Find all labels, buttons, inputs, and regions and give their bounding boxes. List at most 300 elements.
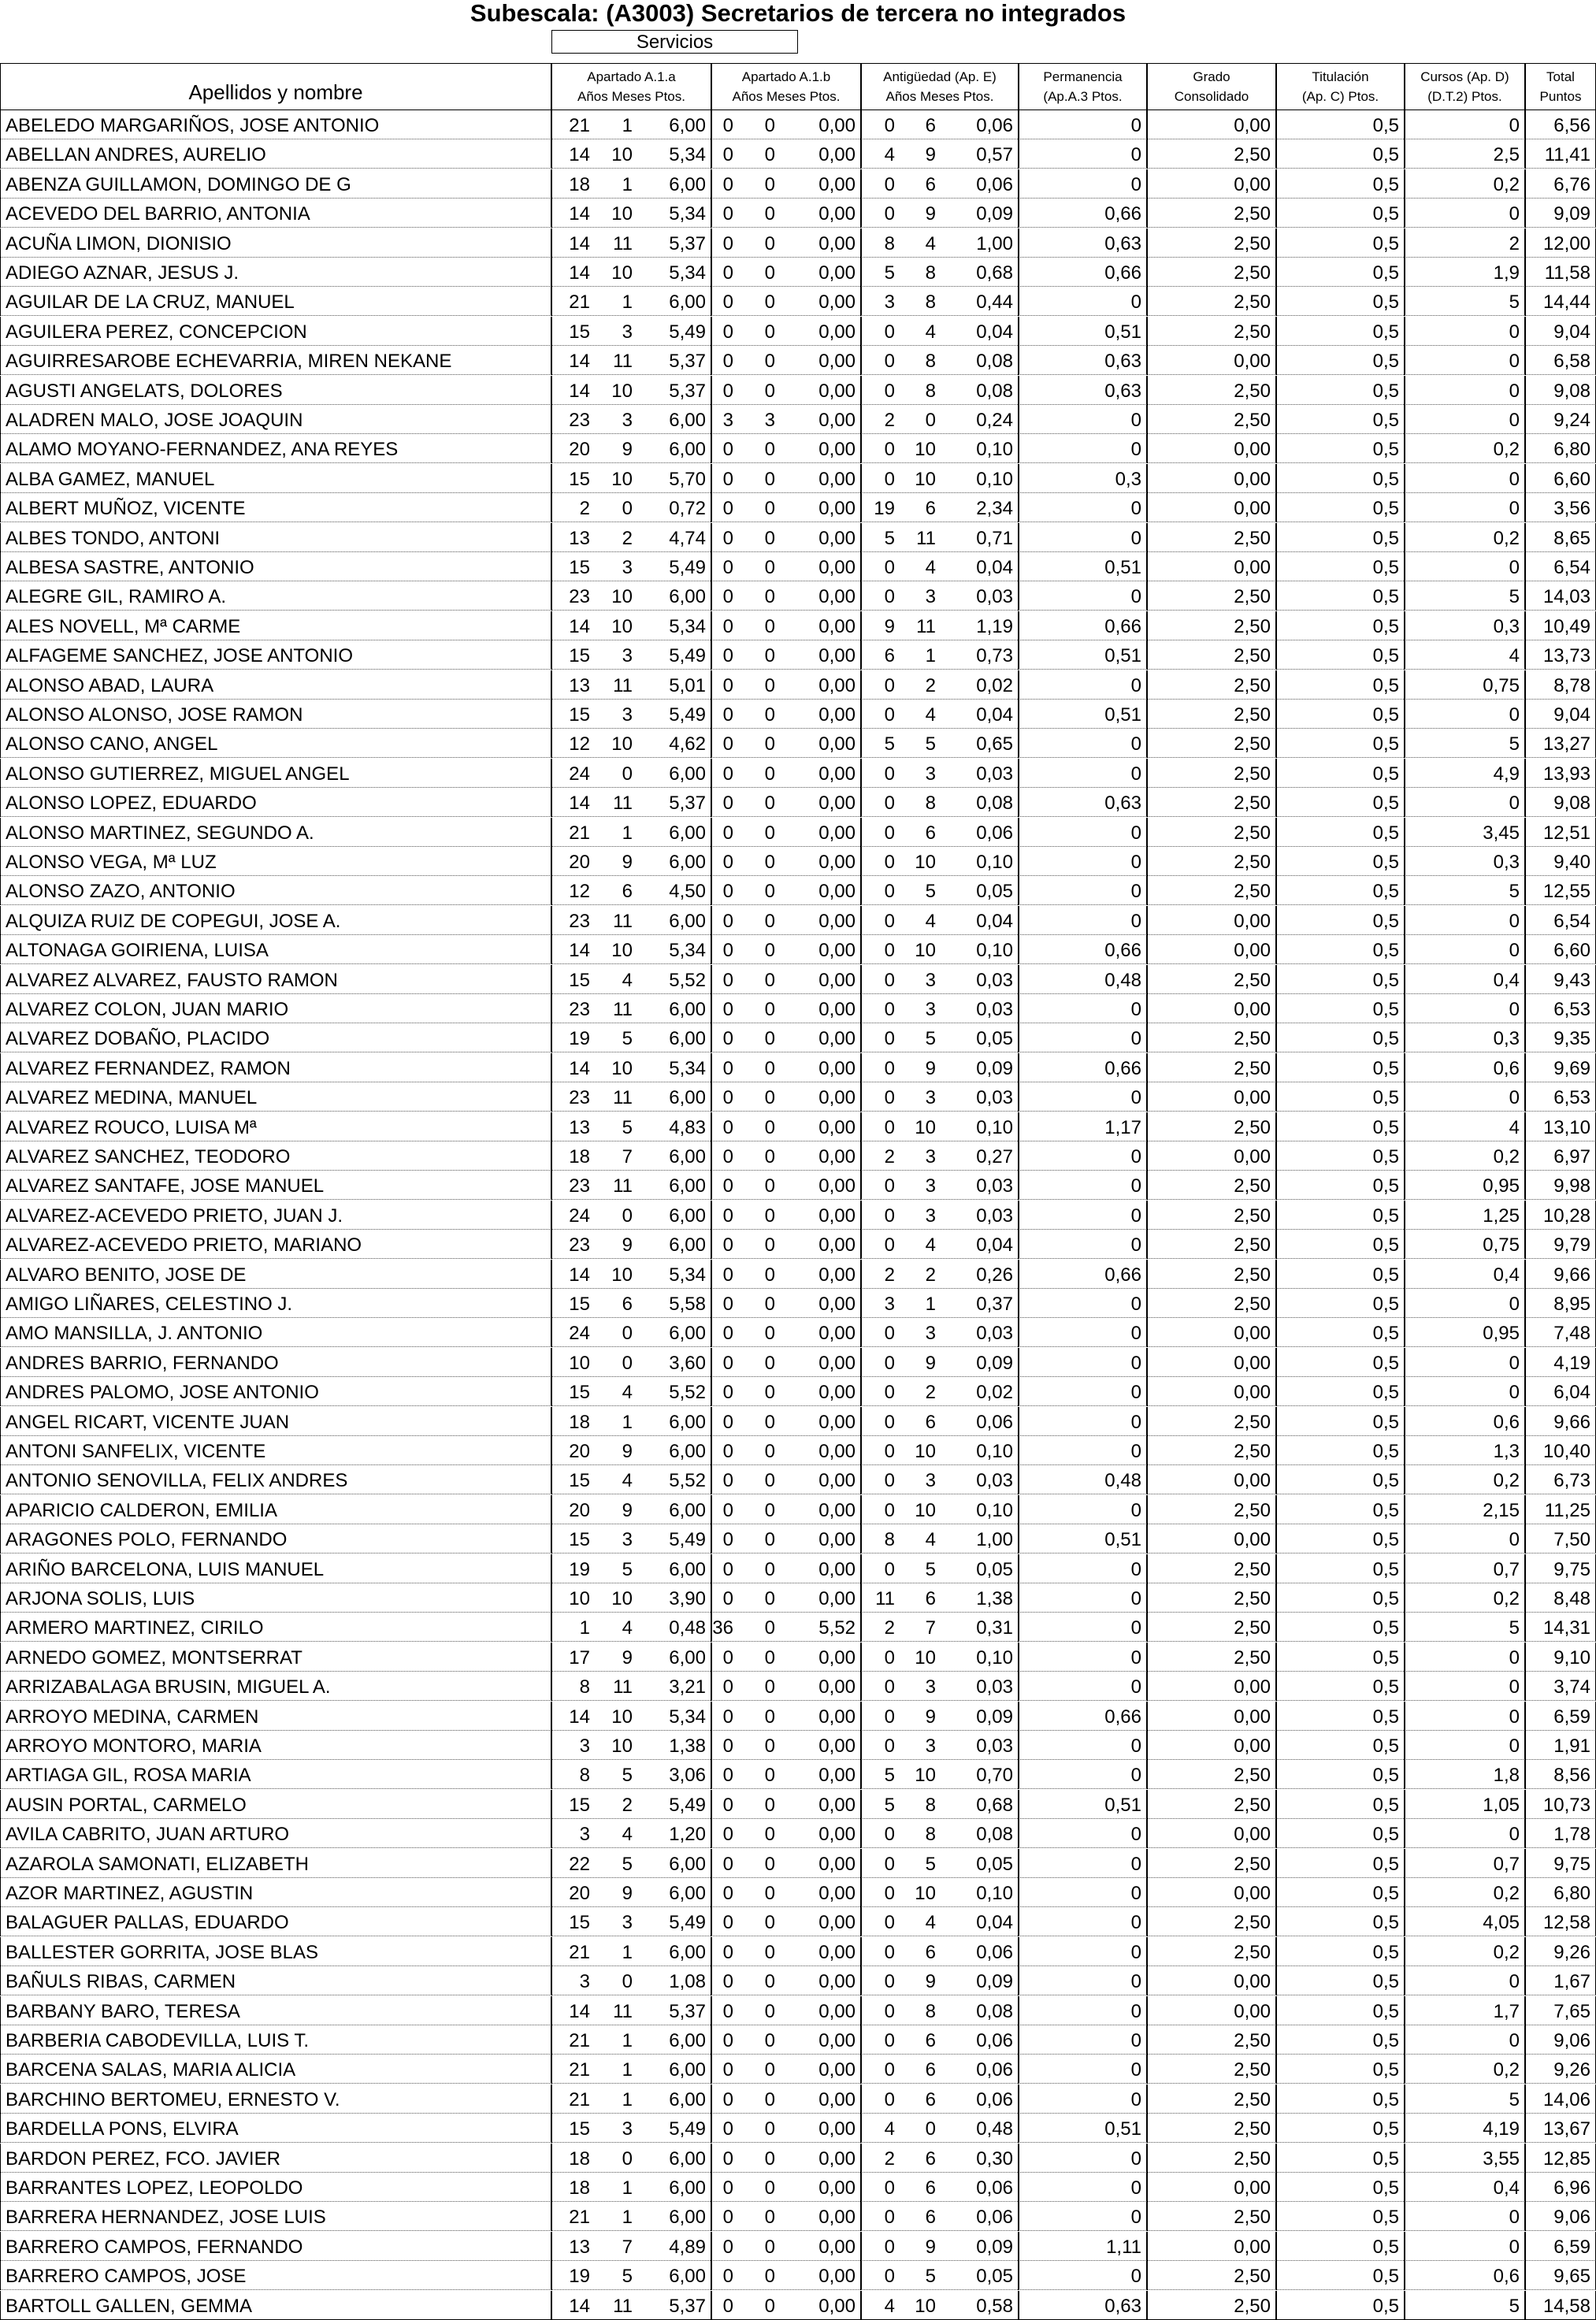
table-row: [0, 1937, 1596, 1966]
cell-perm-points: 0: [1019, 1819, 1147, 1848]
cell-perm-points: 0: [1019, 1937, 1147, 1966]
cell-a1a-years: 14: [551, 611, 595, 640]
cell-ant-points: 0,10: [941, 935, 1019, 964]
cell-ant-months: 9: [925, 203, 936, 225]
cell-name: ALVAREZ-ACEVEDO PRIETO, MARIANO: [0, 1230, 551, 1259]
cell-tit-points: 0,5: [1276, 1613, 1405, 1642]
header-perm: [1019, 63, 1147, 110]
table-row: [0, 1731, 1596, 1760]
cell-ant-years: 0: [861, 935, 900, 964]
cell-ant-points: 0,09: [941, 1702, 1019, 1731]
cell-a1b-years: 0: [711, 581, 738, 611]
cell-a1a-months: 11: [613, 793, 633, 815]
cell-perm-points: 0: [1019, 670, 1147, 700]
cell-perm-points: 0: [1019, 906, 1147, 935]
cell-perm-points: 0,51: [1019, 552, 1147, 581]
cell-a1a-months: 11: [613, 1087, 633, 1109]
cell-ant-months: 10: [915, 468, 936, 490]
cell-a1a-months: 10: [611, 1735, 633, 1757]
cell-ant-years: 0: [861, 1672, 900, 1701]
table-row: [0, 700, 1596, 729]
cell-grado-points: 2,50: [1147, 2291, 1276, 2320]
cell-a1a-years: 23: [551, 906, 595, 935]
cell-grado-points: 2,50: [1147, 1643, 1276, 1672]
cell-a1b-points: 0,00: [780, 994, 861, 1023]
cell-a1a-years: 8: [551, 1760, 595, 1789]
cell-name: ARRIZABALAGA BRUSIN, MIGUEL A.: [0, 1672, 551, 1701]
header-tit-line-2: (Ap. C) Ptos.: [1301, 89, 1379, 104]
cell-tit-points: 0,5: [1276, 1996, 1405, 2025]
cell-a1a-points: 5,37: [637, 2291, 711, 2320]
cell-tit-points: 0,5: [1276, 493, 1405, 522]
cell-ant-points: 0,10: [941, 1643, 1019, 1672]
cell-ant-points: 0,44: [941, 287, 1019, 316]
cell-a1a-points: 6,00: [637, 2025, 711, 2055]
table-row: [0, 1966, 1596, 1995]
cell-a1a-months: 3: [622, 1912, 633, 1934]
servicios-group-header: Servicios: [551, 30, 798, 54]
cell-ant-points: 0,03: [941, 581, 1019, 611]
cell-total-points: 12,55: [1525, 876, 1596, 905]
cell-ant-months: 3: [925, 969, 936, 991]
cell-a1b-months: 0: [764, 1441, 775, 1462]
cell-a1b-points: 0,00: [780, 2144, 861, 2173]
cell-ant-months: 6: [925, 498, 936, 520]
cell-a1b-months: 0: [764, 468, 775, 490]
cell-a1a-years: 19: [551, 2261, 595, 2290]
cell-a1b-years: 0: [711, 464, 738, 493]
cell-a1a-months: 11: [613, 232, 633, 254]
cell-a1a-years: 14: [551, 1260, 595, 1289]
cell-ant-months: 9: [925, 2236, 936, 2258]
cell-a1b-years: 0: [711, 670, 738, 700]
cell-a1a-years: 14: [551, 1996, 595, 2025]
cell-ant-points: 0,06: [941, 2025, 1019, 2055]
cell-name: ACEVEDO DEL BARRIO, ANTONIA: [0, 199, 551, 228]
cell-ant-points: 0,03: [941, 1672, 1019, 1701]
cell-a1a-years: 24: [551, 1318, 595, 1347]
cell-tit-points: 0,5: [1276, 1465, 1405, 1494]
cell-tit-points: 0,5: [1276, 2202, 1405, 2231]
cell-tit-points: 0,5: [1276, 729, 1405, 758]
cell-a1b-years: 0: [711, 2261, 738, 2290]
cell-a1b-years: 0: [711, 1465, 738, 1494]
cell-cursos-points: 0,2: [1405, 1878, 1525, 1907]
cell-ant-years: 9: [861, 611, 900, 640]
table-row: [0, 759, 1596, 788]
cell-perm-points: 0,3: [1019, 464, 1147, 493]
cell-grado-points: 0,00: [1147, 493, 1276, 522]
cell-a1b-points: 0,00: [780, 729, 861, 758]
cell-ant-years: 0: [861, 1702, 900, 1731]
cell-ant-years: 2: [861, 1141, 900, 1171]
cell-cursos-points: 4,05: [1405, 1907, 1525, 1936]
cell-a1b-years: 0: [711, 1112, 738, 1141]
cell-grado-points: 2,50: [1147, 1583, 1276, 1613]
cell-a1b-years: 0: [711, 2291, 738, 2320]
cell-ant-points: 0,04: [941, 1907, 1019, 1936]
table-row: [0, 611, 1596, 640]
cell-grado-points: 0,00: [1147, 464, 1276, 493]
cell-perm-points: 0,51: [1019, 1524, 1147, 1553]
cell-ant-points: 0,68: [941, 258, 1019, 287]
cell-a1a-months: 0: [622, 498, 633, 520]
cell-ant-months: 5: [925, 1558, 936, 1580]
cell-ant-points: 0,03: [941, 965, 1019, 994]
cell-ant-years: 11: [861, 1583, 900, 1613]
cell-ant-years: 5: [861, 1790, 900, 1819]
cell-a1b-months: 0: [764, 1529, 775, 1551]
cell-perm-points: 0: [1019, 729, 1147, 758]
cell-total-points: 14,06: [1525, 2084, 1596, 2114]
cell-ant-points: 0,09: [941, 1053, 1019, 1082]
cell-ant-months: 10: [915, 1765, 936, 1787]
cell-total-points: 14,58: [1525, 2291, 1596, 2320]
cell-name: AGUILERA PEREZ, CONCEPCION: [0, 317, 551, 346]
cell-total-points: 7,48: [1525, 1318, 1596, 1347]
cell-a1a-points: 6,00: [637, 1554, 711, 1583]
cell-perm-points: 0: [1019, 434, 1147, 463]
cell-a1b-months: 0: [764, 793, 775, 815]
cell-ant-years: 0: [861, 110, 900, 139]
table-row: [0, 2261, 1596, 2290]
cell-perm-points: 1,11: [1019, 2232, 1147, 2261]
cell-a1a-months: 3: [622, 1529, 633, 1551]
cell-a1a-points: 5,49: [637, 1790, 711, 1819]
cell-ant-months: 3: [925, 1470, 936, 1492]
cell-ant-points: 0,10: [941, 464, 1019, 493]
cell-ant-points: 0,73: [941, 640, 1019, 670]
cell-a1a-months: 5: [622, 1028, 633, 1050]
cell-a1a-months: 1: [622, 1941, 633, 1963]
table-row: [0, 1702, 1596, 1731]
cell-a1b-years: 0: [711, 1731, 738, 1760]
cell-ant-months: 3: [925, 1205, 936, 1227]
cell-a1a-points: 6,00: [637, 1849, 711, 1878]
cell-cursos-points: 5: [1405, 1613, 1525, 1642]
table-row: [0, 523, 1596, 552]
cell-name: AZAROLA SAMONATI, ELIZABETH: [0, 1849, 551, 1878]
cell-cursos-points: 0: [1405, 935, 1525, 964]
cell-a1b-years: 0: [711, 1171, 738, 1200]
cell-a1a-months: 1: [622, 2088, 633, 2110]
cell-a1b-points: 0,00: [780, 493, 861, 522]
table-row: [0, 110, 1596, 139]
cell-a1b-months: 0: [764, 1853, 775, 1875]
cell-a1a-points: 1,20: [637, 1819, 711, 1848]
cell-perm-points: 0: [1019, 1407, 1147, 1436]
cell-ant-months: 11: [916, 527, 936, 549]
cell-grado-points: 2,50: [1147, 729, 1276, 758]
cell-name: AZOR MARTINEZ, AGUSTIN: [0, 1878, 551, 1907]
cell-ant-points: 0,10: [941, 1495, 1019, 1524]
header-perm-line-2: (Ap.A.3 Ptos.: [1043, 89, 1123, 104]
cell-grado-points: 0,00: [1147, 169, 1276, 199]
cell-grado-points: 2,50: [1147, 287, 1276, 316]
cell-a1a-months: 0: [622, 1352, 633, 1374]
cell-ant-points: 0,05: [941, 876, 1019, 905]
cell-a1b-points: 0,00: [780, 1583, 861, 1613]
cell-ant-points: 0,58: [941, 2291, 1019, 2320]
cell-a1a-years: 15: [551, 464, 595, 493]
cell-a1a-months: 3: [622, 321, 633, 343]
cell-ant-months: 3: [925, 1175, 936, 1197]
cell-ant-years: 0: [861, 2025, 900, 2055]
cell-cursos-points: 0: [1405, 376, 1525, 405]
cell-ant-points: 0,06: [941, 1407, 1019, 1436]
cell-tit-points: 0,5: [1276, 169, 1405, 199]
cell-cursos-points: 0,3: [1405, 847, 1525, 876]
cell-tit-points: 0,5: [1276, 2084, 1405, 2114]
cell-a1a-points: 3,60: [637, 1348, 711, 1377]
cell-perm-points: 0,66: [1019, 1702, 1147, 1731]
cell-name: ALQUIZA RUIZ DE COPEGUI, JOSE A.: [0, 906, 551, 935]
table-row: [0, 847, 1596, 876]
cell-ant-months: 5: [925, 733, 936, 755]
cell-a1a-points: 5,58: [637, 1289, 711, 1318]
cell-a1a-points: 1,08: [637, 1966, 711, 1995]
cell-a1b-points: 0,00: [780, 139, 861, 169]
table-row: [0, 1819, 1596, 1848]
cell-a1b-months: 0: [764, 203, 775, 225]
cell-tit-points: 0,5: [1276, 640, 1405, 670]
cell-total-points: 9,79: [1525, 1230, 1596, 1259]
cell-tit-points: 0,5: [1276, 139, 1405, 169]
cell-a1b-points: 0,00: [780, 818, 861, 847]
cell-ant-years: 0: [861, 2202, 900, 2231]
cell-a1b-points: 0,00: [780, 1112, 861, 1141]
cell-tit-points: 0,5: [1276, 434, 1405, 463]
cell-total-points: 3,74: [1525, 1672, 1596, 1701]
cell-perm-points: 0: [1019, 2055, 1147, 2084]
cell-a1a-points: 5,70: [637, 464, 711, 493]
cell-ant-years: 8: [861, 228, 900, 258]
cell-a1b-years: 0: [711, 1436, 738, 1465]
cell-a1b-months: 0: [764, 2088, 775, 2110]
cell-cursos-points: 0,95: [1405, 1318, 1525, 1347]
cell-total-points: 9,24: [1525, 405, 1596, 434]
cell-a1a-years: 10: [551, 1348, 595, 1377]
cell-a1b-months: 0: [764, 2059, 775, 2081]
cell-ant-points: 0,27: [941, 1141, 1019, 1171]
table-row: [0, 1495, 1596, 1524]
table-row: [0, 405, 1596, 434]
cell-grado-points: 0,00: [1147, 1996, 1276, 2025]
cell-ant-years: 0: [861, 818, 900, 847]
cell-a1a-years: 21: [551, 2025, 595, 2055]
header-ant-line-2: Años Meses Ptos.: [885, 89, 994, 104]
table-row: [0, 670, 1596, 700]
header-grado: [1147, 63, 1276, 110]
cell-a1b-points: 0,00: [780, 2173, 861, 2202]
cell-cursos-points: 0: [1405, 788, 1525, 817]
cell-name: ANDRES BARRIO, FERNANDO: [0, 1348, 551, 1377]
cell-a1a-years: 23: [551, 994, 595, 1023]
cell-name: ALVAREZ FERNANDEZ, RAMON: [0, 1053, 551, 1082]
cell-cursos-points: 0,3: [1405, 611, 1525, 640]
cell-a1a-points: 0,72: [637, 493, 711, 522]
cell-total-points: 9,04: [1525, 700, 1596, 729]
cell-perm-points: 0,51: [1019, 2114, 1147, 2143]
cell-ant-months: 9: [925, 1971, 936, 1993]
cell-ant-months: 9: [925, 144, 936, 166]
cell-ant-months: 9: [925, 1706, 936, 1728]
cell-ant-years: 6: [861, 640, 900, 670]
cell-grado-points: 2,50: [1147, 2144, 1276, 2173]
table-row: [0, 287, 1596, 316]
cell-grado-points: 2,50: [1147, 847, 1276, 876]
cell-tit-points: 0,5: [1276, 1583, 1405, 1613]
cell-a1b-years: 0: [711, 2232, 738, 2261]
cell-name: ALVAREZ SANTAFE, JOSE MANUEL: [0, 1171, 551, 1200]
cell-tit-points: 0,5: [1276, 611, 1405, 640]
cell-a1a-months: 11: [613, 999, 633, 1020]
cell-name: ALONSO ALONSO, JOSE RAMON: [0, 700, 551, 729]
cell-cursos-points: 0,2: [1405, 169, 1525, 199]
table-row: [0, 434, 1596, 463]
cell-a1b-months: 0: [764, 881, 775, 903]
cell-tit-points: 0,5: [1276, 759, 1405, 788]
cell-a1b-points: 0,00: [780, 1436, 861, 1465]
cell-total-points: 9,75: [1525, 1849, 1596, 1878]
cell-a1b-years: 0: [711, 1260, 738, 1289]
cell-a1a-years: 21: [551, 110, 595, 139]
cell-a1b-points: 0,00: [780, 258, 861, 287]
cell-a1a-years: 15: [551, 1524, 595, 1553]
cell-ant-months: 0: [925, 2118, 936, 2140]
cell-a1a-months: 10: [611, 1264, 633, 1286]
cell-total-points: 9,40: [1525, 847, 1596, 876]
cell-ant-years: 0: [861, 552, 900, 581]
table-row: [0, 1643, 1596, 1672]
cell-name: ALONSO VEGA, Mª LUZ: [0, 847, 551, 876]
cell-ant-years: 0: [861, 1318, 900, 1347]
table-row: [0, 1436, 1596, 1465]
cell-tit-points: 0,5: [1276, 581, 1405, 611]
header-a1a-line-1: Apartado A.1.a: [587, 69, 676, 84]
cell-a1b-years: 0: [711, 2114, 738, 2143]
cell-a1b-points: 0,00: [780, 2025, 861, 2055]
cell-cursos-points: 0: [1405, 1524, 1525, 1553]
cell-a1b-points: 0,00: [780, 935, 861, 964]
cell-ant-points: 0,03: [941, 1465, 1019, 1494]
cell-cursos-points: 0,4: [1405, 965, 1525, 994]
cell-grado-points: 0,00: [1147, 1318, 1276, 1347]
cell-perm-points: 0,51: [1019, 700, 1147, 729]
cell-ant-years: 4: [861, 139, 900, 169]
table-row: [0, 994, 1596, 1023]
cell-a1a-points: 6,00: [637, 1495, 711, 1524]
cell-a1b-years: 0: [711, 1643, 738, 1672]
cell-a1a-years: 21: [551, 2202, 595, 2231]
cell-total-points: 6,80: [1525, 1878, 1596, 1907]
cell-a1b-points: 0,00: [780, 169, 861, 199]
cell-a1a-months: 6: [622, 1294, 633, 1315]
cell-a1b-years: 0: [711, 788, 738, 817]
cell-a1b-years: 0: [711, 1790, 738, 1819]
cell-tit-points: 0,5: [1276, 199, 1405, 228]
cell-name: ARROYO MEDINA, CARMEN: [0, 1702, 551, 1731]
cell-grado-points: 0,00: [1147, 1348, 1276, 1377]
cell-a1a-months: 9: [622, 852, 633, 873]
cell-cursos-points: 0: [1405, 1731, 1525, 1760]
table-row: [0, 1465, 1596, 1494]
cell-ant-years: 0: [861, 1082, 900, 1112]
cell-a1a-years: 14: [551, 346, 595, 375]
cell-cursos-points: 0,75: [1405, 1230, 1525, 1259]
cell-tit-points: 0,5: [1276, 464, 1405, 493]
cell-ant-points: 0,08: [941, 1819, 1019, 1848]
cell-a1a-months: 5: [622, 2266, 633, 2288]
cell-a1b-months: 3: [764, 410, 775, 431]
header-a1b: [711, 63, 861, 110]
cell-a1b-years: 0: [711, 1819, 738, 1848]
table-row: [0, 1201, 1596, 1230]
cell-name: BARDON PEREZ, FCO. JAVIER: [0, 2144, 551, 2173]
cell-tit-points: 0,5: [1276, 228, 1405, 258]
cell-perm-points: 0: [1019, 1318, 1147, 1347]
cell-a1b-points: 0,00: [780, 1053, 861, 1082]
cell-perm-points: 0: [1019, 1672, 1147, 1701]
cell-a1b-years: 0: [711, 1201, 738, 1230]
cell-tit-points: 0,5: [1276, 346, 1405, 375]
cell-tit-points: 0,5: [1276, 317, 1405, 346]
cell-perm-points: 0,63: [1019, 788, 1147, 817]
cell-cursos-points: 0,2: [1405, 1465, 1525, 1494]
cell-a1b-months: 0: [764, 1175, 775, 1197]
cell-ant-years: 3: [861, 1289, 900, 1318]
cell-a1a-months: 5: [622, 1558, 633, 1580]
cell-tit-points: 0,5: [1276, 1524, 1405, 1553]
cell-perm-points: 0: [1019, 110, 1147, 139]
cell-name: ALEGRE GIL, RAMIRO A.: [0, 581, 551, 611]
cell-a1a-months: 1: [622, 2030, 633, 2051]
cell-ant-years: 0: [861, 199, 900, 228]
cell-a1a-months: 3: [622, 410, 633, 431]
cell-ant-months: 6: [925, 1941, 936, 1963]
cell-a1a-months: 9: [622, 1234, 633, 1257]
cell-tit-points: 0,5: [1276, 523, 1405, 552]
cell-ant-years: 0: [861, 317, 900, 346]
cell-grado-points: 0,00: [1147, 994, 1276, 1023]
cell-ant-years: 5: [861, 1760, 900, 1789]
cell-grado-points: 0,00: [1147, 2232, 1276, 2261]
cell-cursos-points: 0: [1405, 493, 1525, 522]
table-row: [0, 1760, 1596, 1789]
cell-tit-points: 0,5: [1276, 1966, 1405, 1995]
cell-a1b-months: 0: [764, 1323, 775, 1345]
cell-a1b-points: 0,00: [780, 1760, 861, 1789]
cell-a1b-points: 0,00: [780, 376, 861, 405]
cell-tit-points: 0,5: [1276, 1436, 1405, 1465]
cell-grado-points: 2,50: [1147, 2261, 1276, 2290]
cell-ant-months: 6: [925, 2177, 936, 2199]
cell-a1b-years: 0: [711, 434, 738, 463]
cell-a1a-points: 5,34: [637, 1053, 711, 1082]
cell-ant-points: 0,65: [941, 729, 1019, 758]
cell-a1b-years: 0: [711, 2202, 738, 2231]
cell-cursos-points: 4: [1405, 1112, 1525, 1141]
cell-ant-years: 0: [861, 1966, 900, 1995]
cell-total-points: 4,19: [1525, 1348, 1596, 1377]
cell-total-points: 13,67: [1525, 2114, 1596, 2143]
cell-a1b-points: 0,00: [780, 405, 861, 434]
cell-grado-points: 0,00: [1147, 1878, 1276, 1907]
cell-name: ALONSO MARTINEZ, SEGUNDO A.: [0, 818, 551, 847]
cell-total-points: 8,65: [1525, 523, 1596, 552]
cell-tit-points: 0,5: [1276, 1819, 1405, 1848]
cell-ant-months: 5: [925, 1028, 936, 1050]
